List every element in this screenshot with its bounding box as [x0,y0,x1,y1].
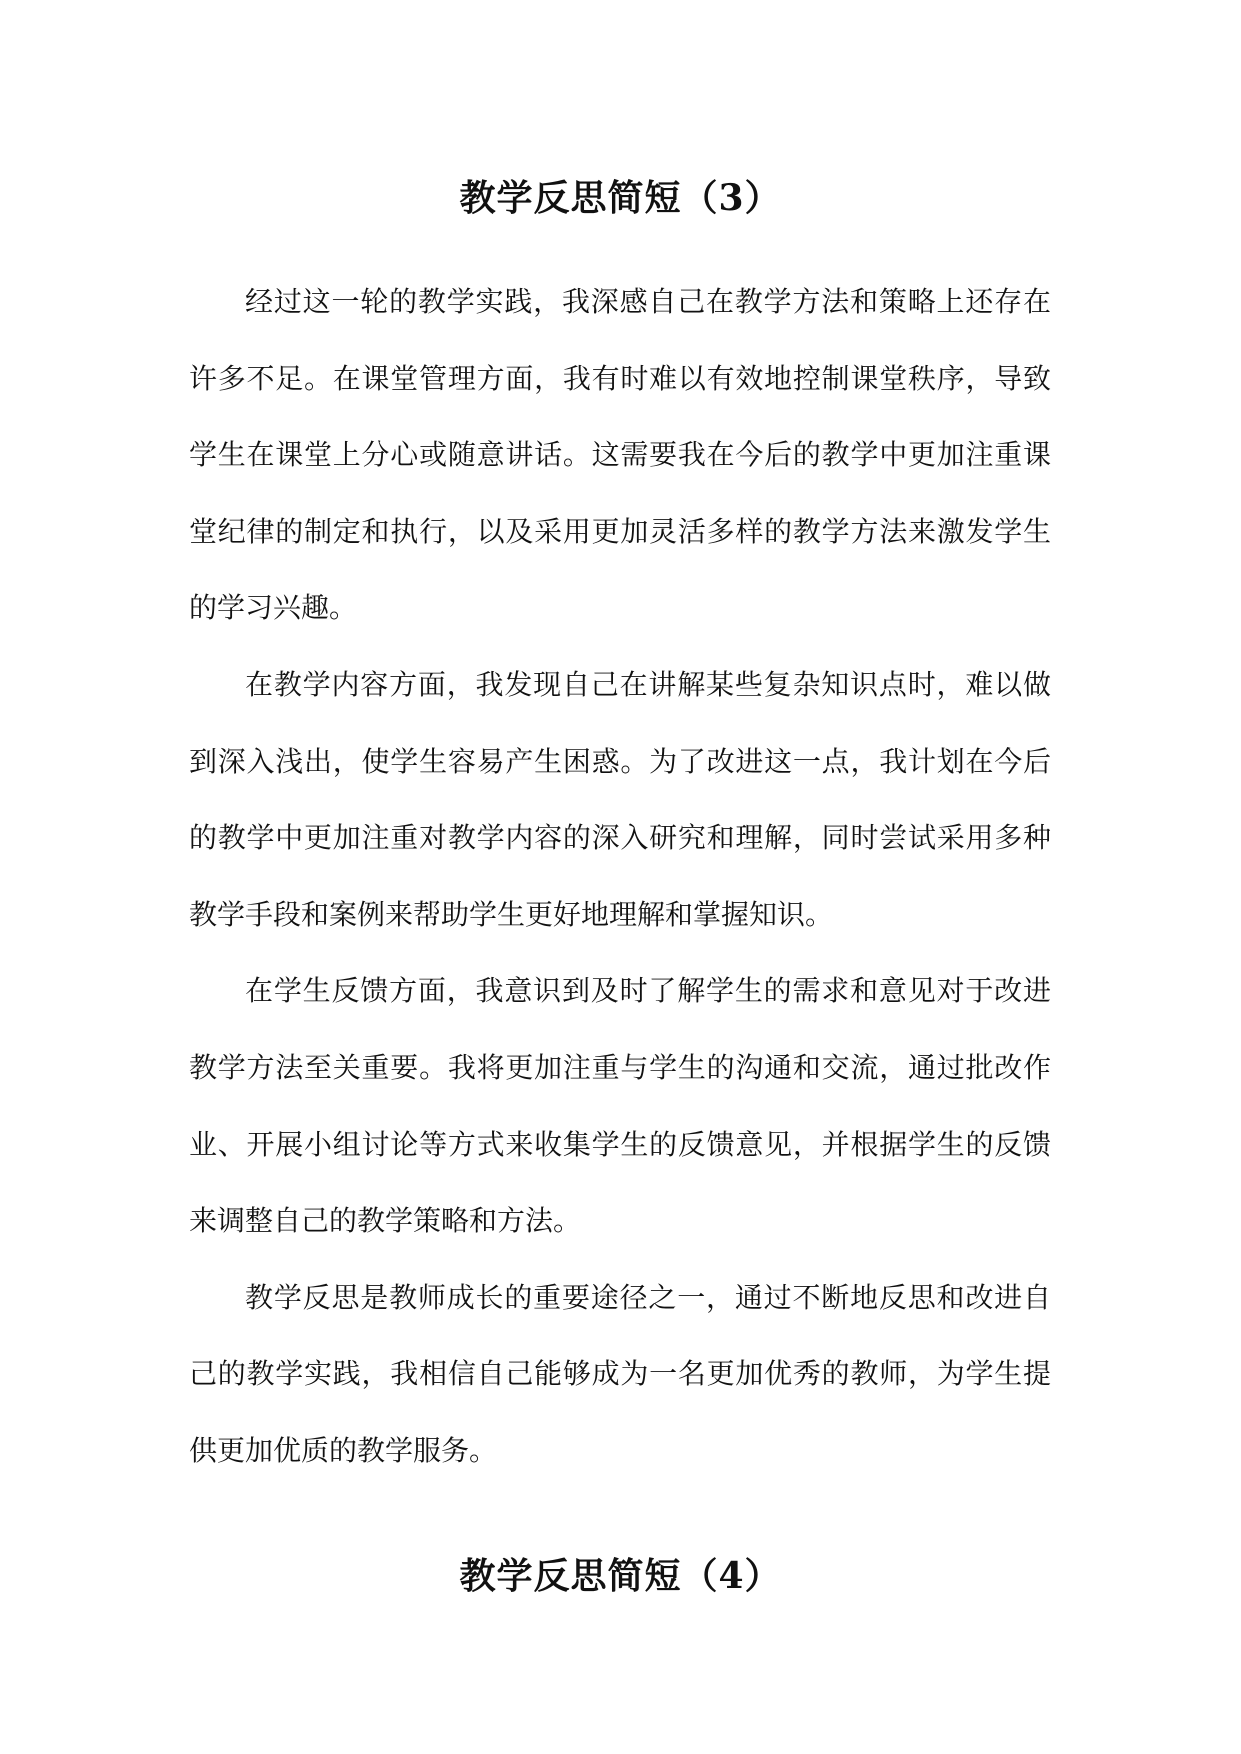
section-title: 教学反思简短（3） [459,177,782,220]
paragraph: 教学反思是教师成长的重要途径之一，通过不断地反思和改进自己的教学实践，我相信自己能够成为一名更加优秀的教师，为学生提供更加优质的教学服务。 [189,1280,1051,1467]
paragraph: 在教学内容方面，我发现自己在讲解某些复杂知识点时，难以做到深入浅出，使学生容易产生困惑。为了改进这一点，我计划在今后的教学中更加注重对教学内容的深入研究和理解，同时尝试采用多种教学手段和案例来帮助学生更好地理解和掌握知识。 [189,667,1051,931]
section-title: 教学反思简短（4） [459,1555,782,1598]
paragraph: 在学生反馈方面，我意识到及时了解学生的需求和意见对于改进教学方法至关重要。我将更加注重与学生的沟通和交流，通过批改作业、开展小组讨论等方式来收集学生的反馈意见，并根据学生的反馈来调整自己的教学策略和方法。 [189,974,1051,1238]
section-body [189,264,1051,1490]
paragraph: 经过这一轮的教学实践，我深感自己在教学方法和策略上还存在许多不足。在课堂管理方面，我有时难以有效地控制课堂秩序，导致学生在课堂上分心或随意讲话。这需要我在今后的教学中更加注重课堂纪律的制定和执行，以及采用更加灵活多样的教学方法来激发学生的学习兴趣。 [189,285,1051,625]
